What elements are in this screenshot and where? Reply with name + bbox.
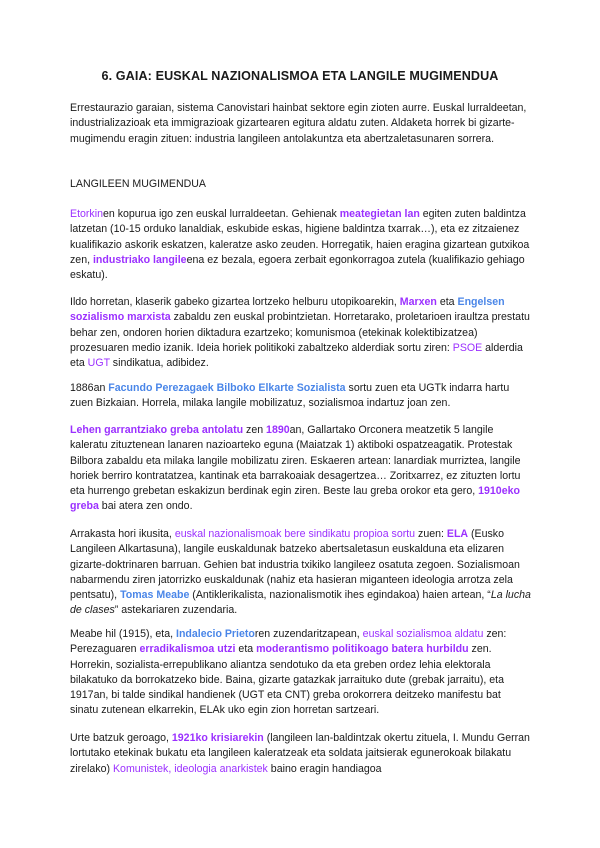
highlight-engels: Engelsen bbox=[457, 296, 505, 308]
text-run: Urte batzuk geroago, bbox=[70, 732, 172, 744]
highlight-1910-strike: 1910eko greba bbox=[70, 485, 520, 513]
paragraph-perezagua bbox=[70, 381, 532, 412]
highlight-prieto: Indalecio Prieto bbox=[176, 628, 255, 640]
text-run: eta bbox=[235, 643, 257, 656]
text-run: ena ez bezala, egoera zerbait egonkorragoa zutela (kualifikazio gehiago eskatu). bbox=[70, 253, 525, 282]
text-run: zuen: bbox=[415, 528, 447, 540]
highlight-1921-crisis: 1921ko krisiarekin bbox=[171, 732, 264, 744]
text-run: egiten zuten baldintza latzetan (10-15 orduko lanaldiak, eskubide eskas, higiene baldintza txarrak…), eta ez zitzaienez kualifikazio askorik eskatzen, kaleratze asko zeuden. Horregatik, haien eragina gizartean gutxikoa zen, bbox=[70, 208, 530, 266]
highlight-communists: Komunistek, ideologia anarkistek bbox=[112, 762, 268, 775]
highlight-ela: ELA bbox=[446, 528, 469, 540]
text-run: baino eragin handiagoa bbox=[267, 762, 382, 775]
highlight-industry-workers: industriako langile bbox=[92, 253, 187, 266]
highlight-moderantism: moderantismo politikoago batera hurbildu bbox=[256, 643, 469, 656]
highlight-basque-socialism: euskal sozialismoa aldatu bbox=[362, 628, 484, 640]
text-run: ” astekariaren zuzendaria. bbox=[114, 604, 238, 617]
text-run: Ildo horretan, klaserik gabeko gizartea lortzeko helburu utopikoarekin, bbox=[70, 296, 400, 308]
text-run: (Eusko Langileen Alkartasuna), langile euskaldunak batzeko abertsaletasun euskalduna eta elizaren gizarte-doktrinaren barruan. Gehien bat industria txikiko langileez osatuta zegoen. Sozialismoan nabarmendu ziren jatorrizko euskaldunak (nahiz eta hasieran miganteen ideologia arrotza zela pentsatu), bbox=[70, 528, 520, 602]
paragraph-marxism bbox=[70, 295, 532, 371]
paragraph-prieto bbox=[70, 627, 532, 719]
text-run: sindikatua, adibidez. bbox=[109, 357, 209, 370]
highlight-psoe: PSOE bbox=[452, 341, 483, 354]
text-run: zen bbox=[243, 424, 267, 436]
highlight-first-strike: Lehen garrantziako greba antolatu bbox=[70, 424, 244, 436]
intro-paragraph: Errestaurazio garaian, sistema Canovistari hainbat sektore egin zioten aurre. Euskal lurraldeetan, industrializazioak eta immigrazioak gizartearen egitura aldatu zuten. Aldaketa horrek bi gizarte-mugimendu eragin zituen: industria langileen antolakuntza eta abertzaletasunaren sorrera. bbox=[70, 102, 527, 145]
text-run: Arrakasta hori ikusita, bbox=[70, 528, 175, 540]
text-run: ren zuzendaritzapean, bbox=[254, 628, 363, 640]
text-run: 1886an bbox=[70, 382, 109, 394]
text-run: sortu zuen eta UGTk indarra hartu zuen Bizkaian. Horrela, milaka langile mobilizatuz, sozialismoa indartuz joan zen. bbox=[70, 382, 510, 410]
highlight-radicalism: erradikalismoa utzi bbox=[139, 643, 236, 656]
paragraph-crisis bbox=[70, 731, 532, 777]
text-run: en kopurua igo zen euskal lurraldeetan. Gehienak bbox=[102, 208, 340, 220]
highlight-1890: 1890 bbox=[266, 424, 290, 436]
section-heading: LANGILEEN MUGIMENDUA bbox=[70, 178, 206, 190]
highlight-perezagua: Facundo Perezagaek bbox=[108, 382, 214, 394]
newspaper-title: La lucha de clases bbox=[70, 589, 531, 617]
highlight-marxist-socialism: sozialismo marxista bbox=[70, 311, 171, 324]
text-run: (langileen lan-baldintzak okertu zituela, I. Mundu Gerran lortutako etekinak bukatu eta langileen kaleratzeak eta soldata jaitsierak egunerokoak bilakatu zirelako) bbox=[70, 732, 530, 775]
text-run: bai atera zen ondo. bbox=[98, 500, 193, 513]
highlight-mines: meategietan lan bbox=[339, 208, 420, 220]
paragraph-strikes bbox=[70, 423, 532, 515]
highlight-ugt: UGT bbox=[87, 357, 110, 370]
text-run: an, Gallartako Orconera meatzetik 5 langile kaleratu zituztenean lanaren nazioarteko eguna (Maiatzak 1) aktiboki ospatzeagatik. Protestak Bilbora zabaldu eta milaka langile mobilizatu ziren. Eskaeren artean: lanardiak murriztea, langile horiek berriro kontratatzea, kantinak eta barrakoaiak desagertzea… Zoritxarrez, ez zituzten lortu eta hurrengo grebetan eskakizun berdinak egin ziren. Beste lau greba orokor eta gero, bbox=[70, 424, 521, 498]
text-run: eta bbox=[436, 296, 458, 308]
paragraph-immigrants bbox=[70, 207, 532, 283]
text-run: zabaldu zen euskal probintzietan. Horretarako, proletarioen iraultza prestatu behar zen, ondoren horien diktadura ezartzeko; komunismoa (etekinak kolektibizatzea) prozesuaren medio izanik. Ideia horiek politikoki zabaltzeko alderdiak sortu ziren: bbox=[70, 311, 530, 354]
highlight-meabe: Tomas Meabe bbox=[120, 589, 190, 602]
text-run: zen. Horrekin, sozialista-errepublikano aliantza sendotuko da eta greben ordez lehia elektorala bilakatuko da borrokatzeko bide. Baina, gizarte gatazkak jarraituko dute (grebak jarraitu), eta 1917an, bi talde sindikal handienek (UGT eta CNT) greba orokorrera deitzeko manifestu bat sinatu zutenean elkarrekin, ELAk uko egin zion horretan sartzeari. bbox=[70, 643, 504, 717]
text-run: zen: Perezaguaren bbox=[70, 628, 507, 656]
text-run: (Antiklerikalista, nazionalismotik ihes egindakoa) haien artean, “ bbox=[189, 589, 491, 602]
highlight-etorkin: Etorkin bbox=[70, 208, 103, 220]
text-run: alderdia eta bbox=[70, 341, 523, 370]
paragraph-ela bbox=[70, 527, 532, 619]
text-run: Meabe hil (1915), eta, bbox=[70, 628, 176, 640]
page-title: 6. GAIA: EUSKAL NAZIONALISMOA ETA LANGILE MUGIMENDUA bbox=[101, 69, 499, 83]
highlight-marx: Marxen bbox=[399, 296, 437, 308]
highlight-bilbao-society: Bilboko Elkarte Sozialista bbox=[216, 382, 346, 394]
highlight-own-union: euskal nazionalismoak bere sindikatu propioa sortu bbox=[174, 528, 416, 540]
